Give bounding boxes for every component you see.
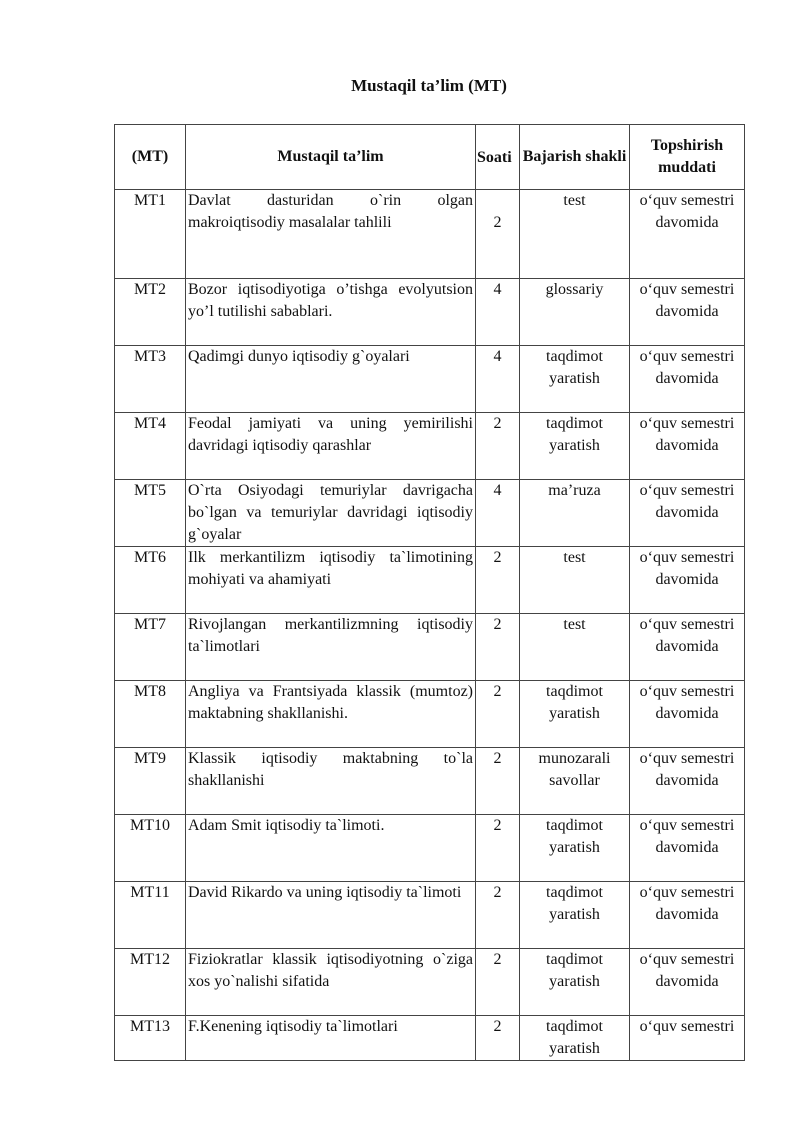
row-form: taqdimot yaratish [546, 683, 603, 722]
header-code: (MT) [115, 125, 186, 190]
row-topic: Davlat dasturidan o`rin olgan makroiqtisodiy masalalar tahlili [188, 192, 473, 231]
table-row [115, 1016, 745, 1061]
row-hours-cell [476, 480, 520, 547]
row-code-cell [115, 748, 186, 815]
table-row [115, 681, 745, 748]
row-topic-cell [186, 882, 476, 949]
row-code-cell [115, 480, 186, 547]
header-hours: Soati [476, 125, 520, 190]
row-form-cell [520, 614, 630, 681]
row-deadline: o‘quv semestri davomida [639, 482, 735, 521]
row-code: MT2 [134, 281, 166, 298]
row-code: MT5 [134, 482, 166, 499]
row-form: taqdimot yaratish [546, 817, 603, 856]
row-code-cell [115, 413, 186, 480]
row-hours: 2 [493, 1018, 502, 1035]
row-code: MT7 [134, 616, 166, 633]
table-row [115, 413, 745, 480]
table-row [115, 614, 745, 681]
row-deadline-cell [630, 614, 745, 681]
row-topic-cell [186, 190, 476, 279]
row-deadline: o‘quv semestri davomida [639, 281, 735, 320]
row-hours: 4 [493, 482, 502, 499]
row-topic: Ilk merkantilizm iqtisodiy ta`limotining mohiyati va ahamiyati [188, 549, 473, 588]
row-deadline-cell [630, 748, 745, 815]
row-code-cell [115, 681, 186, 748]
table-row [115, 748, 745, 815]
row-form-cell [520, 190, 630, 279]
row-code-cell [115, 547, 186, 614]
row-deadline-cell [630, 815, 745, 882]
row-hours-cell [476, 949, 520, 1016]
row-topic-cell [186, 480, 476, 547]
row-code: MT10 [130, 817, 170, 834]
row-form-cell [520, 882, 630, 949]
table-header-row [115, 125, 745, 190]
row-topic: Feodal jamiyati va uning yemirilishi davridagi iqtisodiy qarashlar [188, 415, 473, 454]
row-code-cell [115, 1016, 186, 1061]
row-form: test [563, 549, 586, 566]
row-form: munozarali savollar [538, 750, 611, 789]
row-deadline: o‘quv semestri davomida [639, 884, 735, 923]
row-code: MT1 [134, 192, 166, 209]
row-form: taqdimot yaratish [546, 1018, 603, 1057]
row-hours: 2 [493, 817, 502, 834]
row-deadline-cell [630, 480, 745, 547]
row-hours-cell [476, 748, 520, 815]
row-form-cell [520, 815, 630, 882]
row-hours-cell [476, 547, 520, 614]
row-topic-cell [186, 346, 476, 413]
row-topic: Fiziokratlar klassik iqtisodiyotning o`ziga xos yo`nalishi sifatida [188, 951, 473, 990]
row-topic: O`rta Osiyodagi temuriylar davrigacha bo`lgan va temuriylar davridagi iqtisodiy g`oyalar [188, 482, 473, 543]
row-deadline: o‘quv semestri davomida [639, 683, 735, 722]
header-topic: Mustaqil ta’lim [186, 125, 476, 190]
row-topic: Rivojlangan merkantilizmning iqtisodiy ta`limotlari [188, 616, 473, 655]
row-topic-cell [186, 949, 476, 1016]
table-row [115, 882, 745, 949]
row-code-cell [115, 815, 186, 882]
row-form-cell [520, 480, 630, 547]
table-row [115, 480, 745, 547]
row-topic: Klassik iqtisodiy maktabning to`la shakllanishi [188, 750, 473, 789]
row-code: MT3 [134, 348, 166, 365]
row-topic-cell [186, 547, 476, 614]
row-deadline-cell [630, 547, 745, 614]
row-deadline: o‘quv semestri davomida [639, 348, 735, 387]
row-form-cell [520, 949, 630, 1016]
row-form-cell [520, 346, 630, 413]
row-hours-cell [476, 346, 520, 413]
row-topic-cell [186, 1016, 476, 1061]
row-hours: 4 [493, 281, 502, 298]
row-topic: Bozor iqtisodiyotiga o’tishga evolyutsion yo’l tutilishi sabablari. [188, 281, 473, 320]
row-code: MT6 [134, 549, 166, 566]
row-code-cell [115, 279, 186, 346]
row-code: MT8 [134, 683, 166, 700]
row-hours: 2 [493, 683, 502, 700]
row-form-cell [520, 279, 630, 346]
row-form-cell [520, 547, 630, 614]
row-form: taqdimot yaratish [546, 348, 603, 387]
row-deadline: o‘quv semestri davomida [639, 616, 735, 655]
row-form: test [563, 192, 586, 209]
row-form: taqdimot yaratish [546, 884, 603, 923]
row-deadline: o‘quv semestri davomida [639, 951, 735, 990]
row-form-cell [520, 681, 630, 748]
row-code-cell [115, 346, 186, 413]
header-deadline: Topshirish muddati [630, 125, 745, 190]
row-topic-cell [186, 681, 476, 748]
row-hours-cell [476, 1016, 520, 1061]
row-form: ma’ruza [548, 482, 601, 499]
table-row [115, 346, 745, 413]
row-code: MT13 [130, 1018, 170, 1035]
row-deadline-cell [630, 190, 745, 279]
row-deadline: o‘quv semestri [639, 1018, 735, 1035]
row-hours: 2 [493, 951, 502, 968]
row-deadline: o‘quv semestri davomida [639, 549, 735, 588]
row-deadline-cell [630, 413, 745, 480]
row-code-cell [115, 190, 186, 279]
table-body [115, 190, 745, 1061]
row-form-cell [520, 413, 630, 480]
table-row [115, 815, 745, 882]
row-topic: Qadimgi dunyo iqtisodiy g`oyalari [188, 348, 410, 365]
row-hours: 2 [493, 616, 502, 633]
row-topic: David Rikardo va uning iqtisodiy ta`limoti [188, 884, 462, 901]
row-form: taqdimot yaratish [546, 415, 603, 454]
row-hours-cell [476, 190, 520, 279]
row-code: MT9 [134, 750, 166, 767]
table-row [115, 949, 745, 1016]
row-deadline-cell [630, 882, 745, 949]
document-title: Mustaqil ta’lim (MT) [351, 76, 507, 95]
table-row [115, 547, 745, 614]
row-code: MT11 [130, 884, 170, 901]
independent-study-table [114, 124, 745, 1061]
row-hours: 2 [493, 750, 502, 767]
row-topic-cell [186, 815, 476, 882]
row-deadline: o‘quv semestri davomida [639, 192, 735, 231]
row-topic-cell [186, 748, 476, 815]
row-deadline-cell [630, 949, 745, 1016]
row-form-cell [520, 1016, 630, 1061]
row-hours-cell [476, 279, 520, 346]
row-form-cell [520, 748, 630, 815]
table-row [115, 190, 745, 279]
row-form: test [563, 616, 586, 633]
row-deadline-cell [630, 346, 745, 413]
row-deadline: o‘quv semestri davomida [639, 750, 735, 789]
row-code-cell [115, 949, 186, 1016]
row-topic-cell [186, 413, 476, 480]
row-code: MT4 [134, 415, 166, 432]
table-row [115, 279, 745, 346]
row-deadline-cell [630, 279, 745, 346]
row-hours: 4 [493, 348, 502, 365]
row-topic: Angliya va Frantsiyada klassik (mumtoz) maktabning shakllanishi. [188, 683, 473, 722]
row-code: MT12 [130, 951, 170, 968]
row-code-cell [115, 614, 186, 681]
row-deadline-cell [630, 681, 745, 748]
header-form: Bajarish shakli [520, 125, 630, 190]
row-form: glossariy [545, 281, 604, 298]
row-deadline-cell [630, 1016, 745, 1061]
row-hours: 2 [493, 884, 502, 901]
row-hours-cell [476, 681, 520, 748]
row-hours: 2 [493, 549, 502, 566]
row-deadline: o‘quv semestri davomida [639, 415, 735, 454]
row-form: taqdimot yaratish [546, 951, 603, 990]
row-topic-cell [186, 614, 476, 681]
row-deadline: o‘quv semestri davomida [639, 817, 735, 856]
row-topic-cell [186, 279, 476, 346]
row-topic: Adam Smit iqtisodiy ta`limoti. [188, 817, 385, 834]
row-hours: 2 [493, 214, 502, 231]
row-code-cell [115, 882, 186, 949]
row-hours-cell [476, 614, 520, 681]
row-topic: F.Kenening iqtisodiy ta`limotlari [188, 1018, 398, 1035]
row-hours-cell [476, 413, 520, 480]
row-hours-cell [476, 815, 520, 882]
row-hours-cell [476, 882, 520, 949]
row-hours: 2 [493, 415, 502, 432]
